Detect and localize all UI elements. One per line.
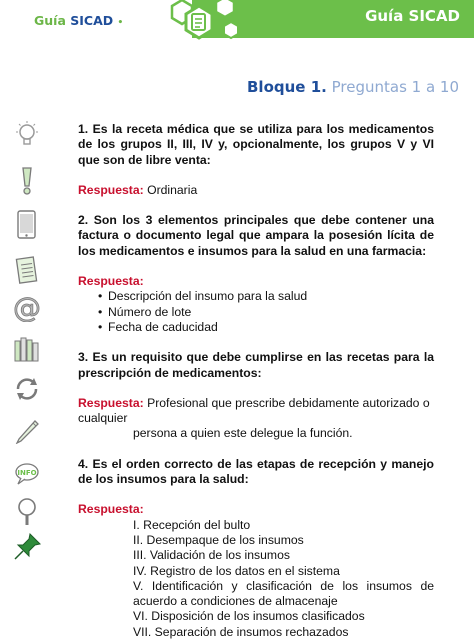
magnifier-icon (12, 496, 42, 526)
list-item: • Fecha de caducidad (108, 320, 434, 335)
answer-text: Profesional que prescribe debidamente autorizado o cualquier (78, 395, 430, 426)
list-item: VI. Disposición de los insumos clasificados (133, 609, 365, 624)
header-title: Guía SICAD (365, 7, 460, 25)
info-bubble-icon (12, 458, 42, 488)
list-item: IV. Registro de los datos en el sistema (133, 563, 340, 578)
exclamation-icon (12, 166, 42, 196)
list-item: III. Validación de los insumos (133, 548, 290, 563)
answer-label: Respuesta: (78, 395, 144, 410)
answer-2-list (78, 289, 434, 335)
section-title-light: Preguntas 1 a 10 (331, 78, 460, 96)
answer-text: Ordinaria (147, 182, 198, 197)
page-header (0, 0, 474, 46)
lightbulb-icon (12, 120, 42, 150)
svg-text:INFO: INFO (17, 469, 37, 477)
answer-3 (78, 396, 434, 427)
answer-label: Respuesta: (78, 274, 144, 289)
list-item: I. Recepción del bulto (133, 517, 251, 532)
header-brand (34, 13, 123, 28)
notepad-icon (12, 255, 42, 285)
answer-label: Respuesta: (78, 502, 144, 517)
question-4: 4. Es el orden correcto de las etapas de recepción y manejo de los insumos para la salud: (78, 456, 434, 487)
list-item: • Número de lote (108, 305, 434, 320)
refresh-icon (12, 374, 42, 404)
brand-sicad: SICAD (70, 13, 114, 28)
answer-1 (78, 183, 434, 198)
question-3: 3. Es un requisito que debe cumplirse en las recetas para la prescripción de medicamentos: (78, 350, 434, 380)
tablet-icon (12, 210, 42, 240)
svg-text:@: @ (13, 292, 41, 322)
hexagon-logo-icon (168, 0, 248, 46)
question-2: 2. Son los 3 elementos principales que debe contener una factura o documento legal que ampara la posesión lícita de los medicamentos e insumos para la salud en una farmacia: (78, 213, 434, 258)
brand-dot: • (117, 18, 124, 28)
books-icon (12, 335, 42, 365)
answer-text-cont: persona a quien este delegue la función. (133, 426, 353, 441)
section-title (247, 78, 459, 96)
pencil-icon (12, 414, 42, 444)
brand-guia: Guía (34, 13, 66, 28)
section-title-bold: Bloque 1. (247, 78, 327, 96)
pushpin-icon (12, 532, 42, 562)
at-sign-icon (12, 292, 42, 322)
answer-label: Respuesta: (78, 182, 144, 197)
list-item: V. Identificación y clasificación de los insumos de acuerdo a condiciones de almacenaje (133, 578, 434, 609)
list-item: • Descripción del insumo para la salud (108, 289, 434, 304)
list-item: VII. Separación de insumos rechazados (133, 624, 349, 639)
list-item: II. Desempaque de los insumos (133, 532, 304, 547)
question-1: 1. Es la receta médica que se utiliza para los medicamentos de los grupos II, III, IV y, opcionalmente, los grupos V y VI que son de libre venta: (78, 122, 434, 167)
qa-content (78, 122, 434, 640)
answer-4-steps (78, 518, 434, 640)
